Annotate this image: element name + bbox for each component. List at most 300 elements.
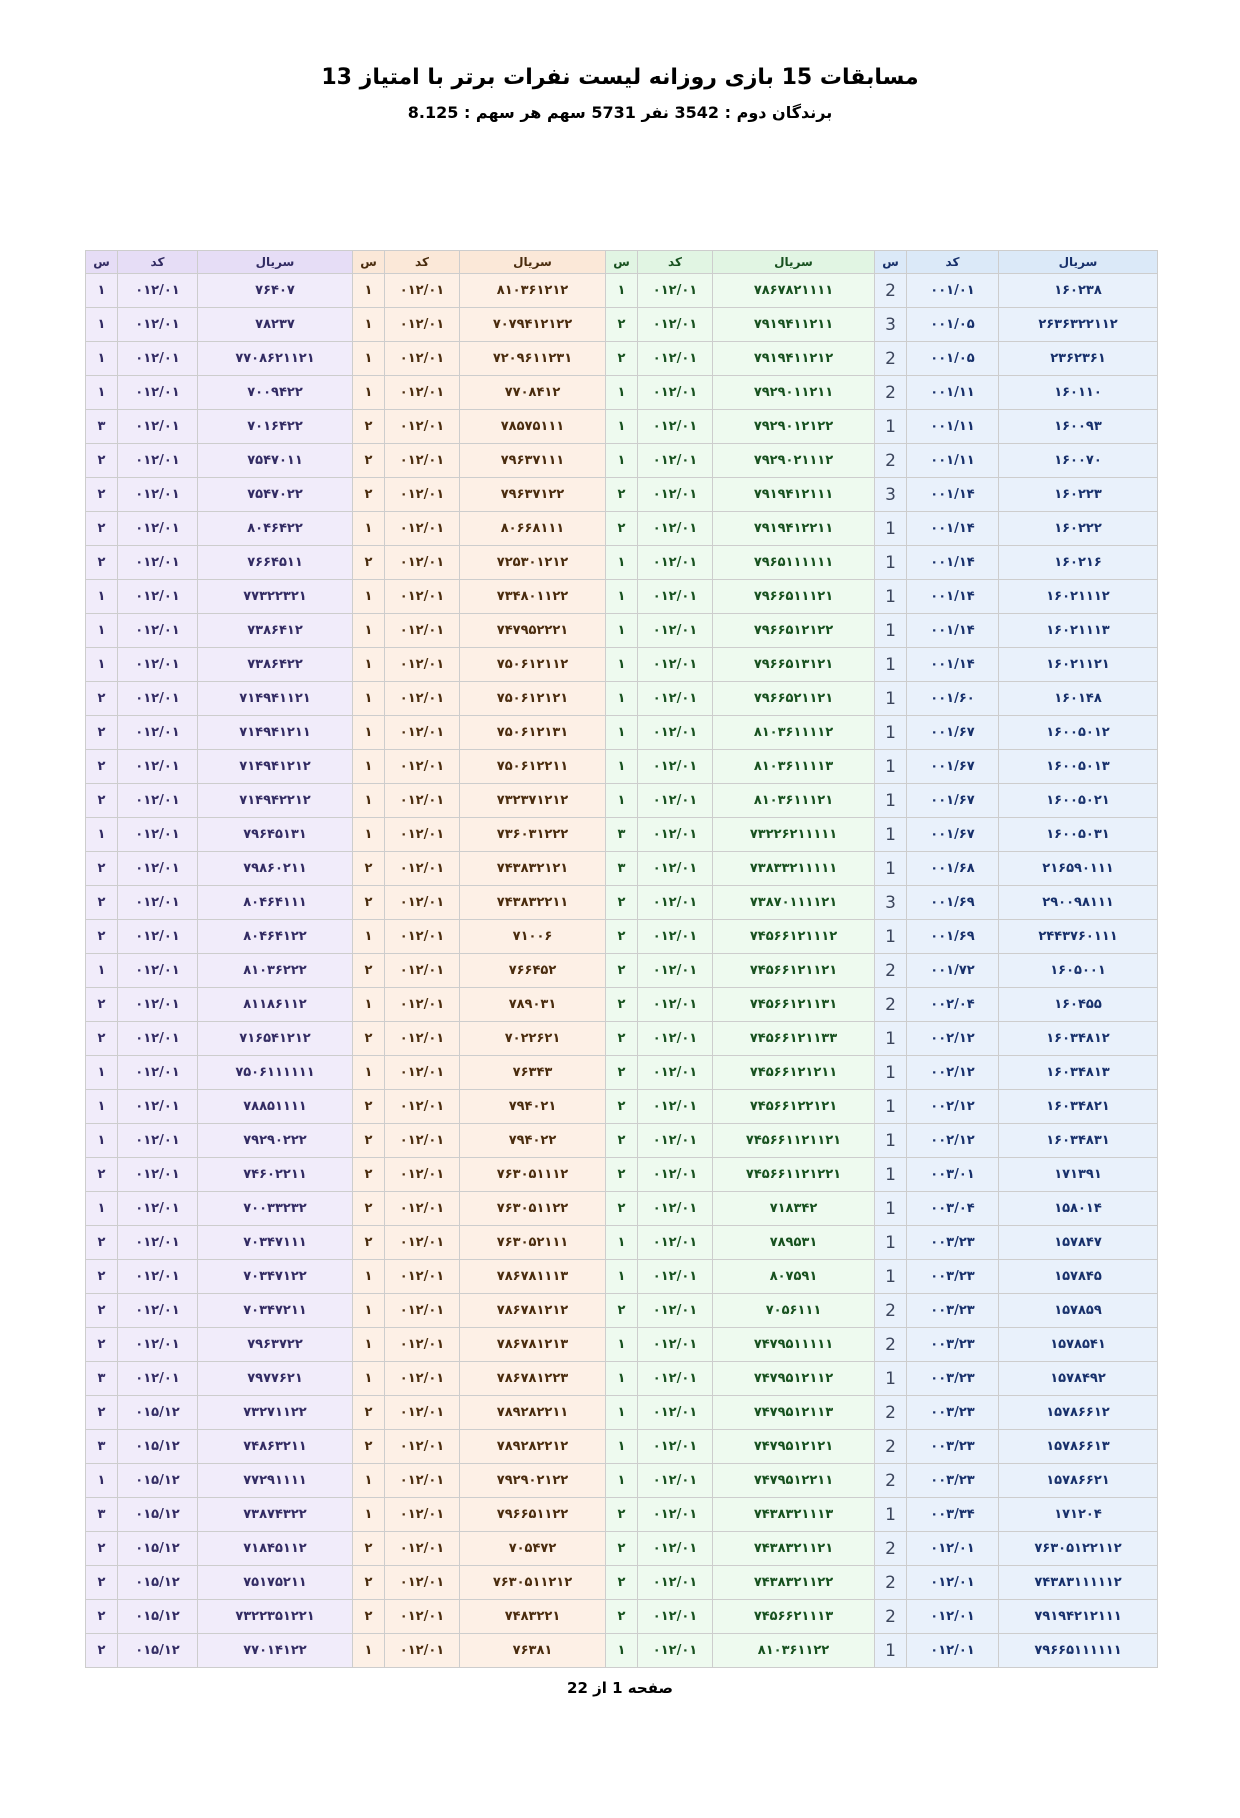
group-3-green-cell-serial: ۷۴۵۶۶۱۱۲۱۲۲۱ [713, 1158, 875, 1192]
group-1-purple-cell-code: ۰۱۲/۰۱ [118, 852, 198, 886]
group-4-blue-cell-code: ۰۰۱/۱۱ [907, 410, 999, 444]
group-3-green-cell-s: ۱ [606, 1362, 638, 1396]
group-4-blue-cell-serial: ۱۶۰۲۱۱۲۱ [999, 648, 1158, 682]
group-3-green-cell-serial: ۷۹۶۵۱۱۱۱۱۱ [713, 546, 875, 580]
group-4-blue-cell-s: 2 [875, 954, 907, 988]
group-2-orange-cell-code: ۰۱۲/۰۱ [385, 716, 460, 750]
group-1-purple-cell-s: ۱ [86, 1192, 118, 1226]
table-row [86, 546, 1158, 580]
group-3-green-cell-s: ۲ [606, 342, 638, 376]
group-1-purple-cell-code: ۰۱۲/۰۱ [118, 342, 198, 376]
group-4-blue-cell-serial: ۱۶۰۱۱۰ [999, 376, 1158, 410]
group-2-orange-cell-code: ۰۱۲/۰۱ [385, 1396, 460, 1430]
group-1-purple-cell-code: ۰۱۲/۰۱ [118, 1158, 198, 1192]
table-row [86, 1260, 1158, 1294]
group-4-blue-cell-serial: ۱۵۷۸۴۹۲ [999, 1362, 1158, 1396]
group-3-green-cell-serial: ۷۴۵۶۶۱۲۱۱۳۳ [713, 1022, 875, 1056]
table-row [86, 342, 1158, 376]
group-3-green-cell-s: ۲ [606, 988, 638, 1022]
group-4-blue-cell-code: ۰۰۱/۶۷ [907, 716, 999, 750]
group-4-blue-cell-code: ۰۰۱/۱۴ [907, 478, 999, 512]
group-1-purple-cell-s: ۱ [86, 954, 118, 988]
group-2-orange-cell-serial: ۷۳۲۳۷۱۲۱۲ [460, 784, 606, 818]
group-1-purple-cell-serial: ۷۸۸۵۱۱۱۱ [198, 1090, 353, 1124]
group-1-purple-cell-s: ۲ [86, 784, 118, 818]
group-3-green-cell-s: ۲ [606, 512, 638, 546]
group-1-purple-cell-code: ۰۱۵/۱۲ [118, 1430, 198, 1464]
group-3-green-cell-s: ۲ [606, 308, 638, 342]
group-4-blue-cell-code: ۰۰۱/۰۱ [907, 274, 999, 308]
group-1-purple-cell-serial: ۷۰۳۴۷۲۱۱ [198, 1294, 353, 1328]
table-row [86, 818, 1158, 852]
group-3-green-cell-code: ۰۱۲/۰۱ [638, 818, 713, 852]
group-1-purple-cell-s: ۲ [86, 444, 118, 478]
group-3-green-cell-code: ۰۱۲/۰۱ [638, 580, 713, 614]
group-2-orange-cell-serial: ۷۶۳۰۵۱۱۲۱۲ [460, 1566, 606, 1600]
group-2-orange-cell-code: ۰۱۲/۰۱ [385, 920, 460, 954]
group-2-orange-cell-serial: ۷۶۳۸۱ [460, 1634, 606, 1668]
group-1-purple-cell-s: ۲ [86, 1022, 118, 1056]
group-1-purple-cell-s: ۲ [86, 1566, 118, 1600]
group-4-blue-cell-code: ۰۰۱/۱۱ [907, 444, 999, 478]
group-3-green-cell-code: ۰۱۲/۰۱ [638, 546, 713, 580]
group-3-green-cell-serial: ۷۸۹۵۳۱ [713, 1226, 875, 1260]
group-1-purple-cell-serial: ۷۹۶۳۷۲۲ [198, 1328, 353, 1362]
group-3-green-cell-code: ۰۱۲/۰۱ [638, 614, 713, 648]
group-1-purple-cell-s: ۲ [86, 512, 118, 546]
group-1-purple-cell-serial: ۷۱۴۹۴۲۲۱۲ [198, 784, 353, 818]
group-3-green-cell-code: ۰۱۲/۰۱ [638, 1396, 713, 1430]
group-3-green-cell-serial: ۷۳۲۲۶۲۱۱۱۱۱ [713, 818, 875, 852]
group-4-blue-cell-s: 1 [875, 716, 907, 750]
table-row [86, 1124, 1158, 1158]
group-3-green-cell-s: ۲ [606, 1022, 638, 1056]
group-1-purple-cell-s: ۱ [86, 274, 118, 308]
group-3-green-cell-serial: ۷۰۵۶۱۱۱ [713, 1294, 875, 1328]
group-1-purple-cell-serial: ۷۷۰۸۶۲۱۱۲۱ [198, 342, 353, 376]
group-2-orange-cell-s: ۲ [353, 1124, 385, 1158]
group-4-blue-cell-s: 1 [875, 614, 907, 648]
group-1-purple-cell-code: ۰۱۲/۰۱ [118, 478, 198, 512]
group-2-orange-cell-serial: ۷۵۰۶۱۲۱۱۲ [460, 648, 606, 682]
group-4-blue-cell-s: 1 [875, 648, 907, 682]
group-1-purple-cell-serial: ۷۰۳۴۷۱۱۱ [198, 1226, 353, 1260]
group-3-green-cell-code: ۰۱۲/۰۱ [638, 1022, 713, 1056]
group-3-green-cell-s: ۲ [606, 1566, 638, 1600]
group-1-purple-cell-code: ۰۱۲/۰۱ [118, 376, 198, 410]
group-3-green-cell-serial: ۷۱۸۳۴۲ [713, 1192, 875, 1226]
group-4-blue-cell-s: 2 [875, 1328, 907, 1362]
group-3-green-cell-s: ۱ [606, 1430, 638, 1464]
group-1-purple-cell-s: ۲ [86, 546, 118, 580]
group-3-green-col-header-s: س [606, 251, 638, 274]
group-3-green-cell-s: ۱ [606, 648, 638, 682]
group-2-orange-cell-serial: ۷۶۳۰۵۱۱۲۲ [460, 1192, 606, 1226]
group-2-orange-cell-s: ۲ [353, 1600, 385, 1634]
group-3-green-cell-s: ۱ [606, 682, 638, 716]
group-2-orange-cell-code: ۰۱۲/۰۱ [385, 444, 460, 478]
group-1-purple-cell-serial: ۷۹۸۶۰۲۱۱ [198, 852, 353, 886]
group-3-green-cell-s: ۲ [606, 1192, 638, 1226]
group-3-green-cell-code: ۰۱۲/۰۱ [638, 376, 713, 410]
group-4-blue-col-header-s: س [875, 251, 907, 274]
group-4-blue-cell-s: 1 [875, 1022, 907, 1056]
group-1-purple-cell-s: ۱ [86, 308, 118, 342]
group-4-blue-cell-code: ۰۰۱/۱۴ [907, 614, 999, 648]
table-row [86, 274, 1158, 308]
group-1-purple-cell-code: ۰۱۲/۰۱ [118, 1226, 198, 1260]
group-3-green-cell-code: ۰۱۲/۰۱ [638, 750, 713, 784]
group-1-purple-cell-s: ۲ [86, 1634, 118, 1668]
group-1-purple-cell-s: ۱ [86, 1124, 118, 1158]
group-3-green-cell-serial: ۷۳۸۷۰۱۱۱۱۲۱ [713, 886, 875, 920]
group-1-purple-cell-code: ۰۱۲/۰۱ [118, 1090, 198, 1124]
group-4-blue-cell-s: 2 [875, 444, 907, 478]
group-2-orange-cell-serial: ۷۹۶۳۷۱۲۲ [460, 478, 606, 512]
group-4-blue-cell-code: ۰۰۲/۱۲ [907, 1056, 999, 1090]
group-4-blue-cell-serial: ۱۶۰۲۲۳ [999, 478, 1158, 512]
group-2-orange-cell-serial: ۷۹۲۹۰۲۱۲۲ [460, 1464, 606, 1498]
table-row [86, 1090, 1158, 1124]
group-3-green-cell-s: ۱ [606, 750, 638, 784]
group-4-blue-cell-s: 1 [875, 1090, 907, 1124]
group-2-orange-cell-s: ۱ [353, 1260, 385, 1294]
group-4-blue-cell-serial: ۲۱۶۵۹۰۱۱۱ [999, 852, 1158, 886]
group-2-orange-cell-code: ۰۱۲/۰۱ [385, 1158, 460, 1192]
group-3-green-cell-code: ۰۱۲/۰۱ [638, 1158, 713, 1192]
group-4-blue-cell-serial: ۲۶۳۶۳۲۲۱۱۲ [999, 308, 1158, 342]
group-2-orange-cell-s: ۲ [353, 546, 385, 580]
table-row [86, 1022, 1158, 1056]
group-2-orange-cell-s: ۲ [353, 1226, 385, 1260]
table-row [86, 1566, 1158, 1600]
group-3-green-cell-s: ۲ [606, 1294, 638, 1328]
group-4-blue-cell-serial: ۱۵۷۸۵۹ [999, 1294, 1158, 1328]
group-1-purple-cell-s: ۲ [86, 1532, 118, 1566]
group-4-blue-cell-serial: ۱۶۰۲۱۶ [999, 546, 1158, 580]
group-3-green-cell-code: ۰۱۲/۰۱ [638, 1362, 713, 1396]
group-4-blue-cell-serial: ۲۳۶۲۳۶۱ [999, 342, 1158, 376]
group-4-blue-cell-serial: ۱۵۷۸۵۴۱ [999, 1328, 1158, 1362]
group-4-blue-cell-code: ۰۰۳/۳۴ [907, 1498, 999, 1532]
group-3-green-cell-s: ۱ [606, 716, 638, 750]
group-2-orange-cell-serial: ۷۴۷۹۵۲۲۲۱ [460, 614, 606, 648]
group-4-blue-cell-s: 1 [875, 1124, 907, 1158]
group-3-green-cell-code: ۰۱۲/۰۱ [638, 1124, 713, 1158]
group-1-purple-cell-s: ۳ [86, 1362, 118, 1396]
group-3-green-cell-serial: ۸۱۰۳۶۱۱۱۱۳ [713, 750, 875, 784]
group-1-purple-cell-code: ۰۱۲/۰۱ [118, 1328, 198, 1362]
table-row [86, 1294, 1158, 1328]
group-3-green-cell-code: ۰۱۲/۰۱ [638, 1430, 713, 1464]
group-3-green-cell-code: ۰۱۲/۰۱ [638, 1634, 713, 1668]
group-3-green-cell-code: ۰۱۲/۰۱ [638, 1192, 713, 1226]
group-2-orange-cell-serial: ۷۰۵۴۷۲ [460, 1532, 606, 1566]
group-3-green-cell-serial: ۸۱۰۳۶۱۱۱۱۲ [713, 716, 875, 750]
group-1-purple-cell-code: ۰۱۲/۰۱ [118, 512, 198, 546]
group-3-green-cell-serial: ۷۹۱۹۴۱۲۲۱۱ [713, 512, 875, 546]
table-row [86, 1600, 1158, 1634]
group-1-purple-cell-code: ۰۱۵/۱۲ [118, 1498, 198, 1532]
table-row [86, 988, 1158, 1022]
group-3-green-cell-s: ۱ [606, 1634, 638, 1668]
group-2-orange-cell-s: ۲ [353, 1566, 385, 1600]
group-3-green-cell-serial: ۷۹۲۹۰۱۱۲۱۱ [713, 376, 875, 410]
table-row [86, 1532, 1158, 1566]
group-2-orange-cell-code: ۰۱۲/۰۱ [385, 1090, 460, 1124]
group-4-blue-cell-code: ۰۰۳/۰۱ [907, 1158, 999, 1192]
group-2-orange-cell-code: ۰۱۲/۰۱ [385, 682, 460, 716]
group-2-orange-cell-serial: ۷۷۰۸۴۱۲ [460, 376, 606, 410]
group-4-blue-cell-serial: ۱۶۰۰۵۰۳۱ [999, 818, 1158, 852]
group-2-orange-cell-serial: ۷۸۶۷۸۱۱۱۳ [460, 1260, 606, 1294]
group-4-blue-cell-serial: ۷۴۳۸۳۱۱۱۱۱۲ [999, 1566, 1158, 1600]
group-4-blue-col-header-serial: سریال [999, 251, 1158, 274]
table-row [86, 682, 1158, 716]
group-1-purple-cell-serial: ۷۰۰۹۴۲۲ [198, 376, 353, 410]
group-4-blue-cell-code: ۰۰۱/۶۰ [907, 682, 999, 716]
group-1-purple-cell-code: ۰۱۲/۰۱ [118, 444, 198, 478]
group-3-green-cell-code: ۰۱۲/۰۱ [638, 1328, 713, 1362]
group-4-blue-col-header-code: کد [907, 251, 999, 274]
group-4-blue-cell-s: 2 [875, 988, 907, 1022]
group-1-purple-cell-serial: ۷۴۸۶۳۲۱۱ [198, 1430, 353, 1464]
group-3-green-cell-s: ۲ [606, 886, 638, 920]
group-1-purple-cell-s: ۲ [86, 886, 118, 920]
group-3-green-cell-s: ۲ [606, 954, 638, 988]
group-3-green-cell-code: ۰۱۲/۰۱ [638, 886, 713, 920]
group-3-green-cell-s: ۳ [606, 818, 638, 852]
table-row [86, 1634, 1158, 1668]
group-3-green-cell-serial: ۷۴۵۶۶۱۲۱۱۲۱ [713, 954, 875, 988]
group-4-blue-cell-serial: ۱۶۰۴۵۵ [999, 988, 1158, 1022]
group-2-orange-cell-code: ۰۱۲/۰۱ [385, 750, 460, 784]
table-row [86, 1430, 1158, 1464]
group-2-orange-col-header-s: س [353, 251, 385, 274]
group-2-orange-cell-code: ۰۱۲/۰۱ [385, 1430, 460, 1464]
group-4-blue-cell-code: ۰۱۲/۰۱ [907, 1532, 999, 1566]
group-1-purple-cell-s: ۲ [86, 1226, 118, 1260]
group-4-blue-cell-s: 3 [875, 478, 907, 512]
group-1-purple-cell-code: ۰۱۲/۰۱ [118, 1294, 198, 1328]
group-2-orange-cell-code: ۰۱۲/۰۱ [385, 1464, 460, 1498]
group-1-purple-cell-serial: ۷۰۳۴۷۱۲۲ [198, 1260, 353, 1294]
group-4-blue-cell-serial: ۱۶۰۱۴۸ [999, 682, 1158, 716]
group-4-blue-cell-serial: ۱۵۷۸۶۶۱۲ [999, 1396, 1158, 1430]
group-4-blue-cell-s: 2 [875, 376, 907, 410]
group-1-purple-cell-s: ۲ [86, 852, 118, 886]
group-1-purple-cell-code: ۰۱۲/۰۱ [118, 274, 198, 308]
group-3-green-cell-serial: ۷۴۷۹۵۱۲۱۱۲ [713, 1362, 875, 1396]
group-4-blue-cell-code: ۰۰۱/۱۴ [907, 648, 999, 682]
table-row [86, 716, 1158, 750]
group-2-orange-cell-s: ۱ [353, 1634, 385, 1668]
group-2-orange-cell-serial: ۷۸۶۷۸۱۲۱۳ [460, 1328, 606, 1362]
table-row [86, 410, 1158, 444]
group-2-orange-cell-s: ۲ [353, 444, 385, 478]
table-row [86, 750, 1158, 784]
group-4-blue-cell-serial: ۱۵۸۰۱۴ [999, 1192, 1158, 1226]
group-4-blue-cell-code: ۰۰۱/۶۹ [907, 886, 999, 920]
table-row [86, 1056, 1158, 1090]
group-2-orange-cell-s: ۲ [353, 1532, 385, 1566]
winners-table [85, 250, 1158, 1668]
group-1-purple-cell-s: ۲ [86, 478, 118, 512]
group-2-orange-cell-code: ۰۱۲/۰۱ [385, 1124, 460, 1158]
group-1-purple-col-header-s: س [86, 251, 118, 274]
group-3-green-cell-code: ۰۱۲/۰۱ [638, 920, 713, 954]
group-1-purple-cell-serial: ۷۶۶۴۵۱۱ [198, 546, 353, 580]
group-3-green-cell-serial: ۷۴۷۹۵۱۲۲۱۱ [713, 1464, 875, 1498]
group-3-green-cell-code: ۰۱۲/۰۱ [638, 444, 713, 478]
table-row [86, 784, 1158, 818]
group-2-orange-cell-serial: ۷۸۶۷۸۱۲۱۲ [460, 1294, 606, 1328]
group-1-purple-cell-code: ۰۱۲/۰۱ [118, 682, 198, 716]
group-1-purple-cell-code: ۰۱۵/۱۲ [118, 1634, 198, 1668]
group-2-orange-cell-serial: ۷۴۳۸۳۲۲۱۱ [460, 886, 606, 920]
group-3-green-cell-serial: ۷۴۷۹۵۱۲۱۲۱ [713, 1430, 875, 1464]
group-4-blue-cell-serial: ۱۶۰۰۹۳ [999, 410, 1158, 444]
group-2-orange-cell-s: ۱ [353, 988, 385, 1022]
group-4-blue-cell-serial: ۱۶۰۳۴۸۳۱ [999, 1124, 1158, 1158]
group-2-orange-cell-serial: ۷۰۲۲۶۲۱ [460, 1022, 606, 1056]
group-2-orange-cell-code: ۰۱۲/۰۱ [385, 818, 460, 852]
group-2-orange-cell-s: ۱ [353, 614, 385, 648]
group-2-orange-cell-serial: ۷۲۰۹۶۱۱۲۳۱ [460, 342, 606, 376]
group-3-green-cell-code: ۰۱۲/۰۱ [638, 1600, 713, 1634]
group-3-green-cell-s: ۲ [606, 1600, 638, 1634]
group-4-blue-cell-serial: ۱۶۰۵۰۰۱ [999, 954, 1158, 988]
group-2-orange-cell-code: ۰۱۲/۰۱ [385, 1226, 460, 1260]
group-4-blue-cell-code: ۰۰۱/۱۴ [907, 512, 999, 546]
group-1-purple-cell-serial: ۸۱۰۳۶۲۲۲ [198, 954, 353, 988]
group-4-blue-cell-s: 1 [875, 818, 907, 852]
group-3-green-cell-s: ۱ [606, 376, 638, 410]
group-2-orange-cell-serial: ۷۸۹۲۸۲۲۱۱ [460, 1396, 606, 1430]
group-4-blue-cell-code: ۰۱۲/۰۱ [907, 1634, 999, 1668]
group-4-blue-cell-code: ۰۰۱/۶۹ [907, 920, 999, 954]
group-1-purple-cell-s: ۱ [86, 1464, 118, 1498]
group-2-orange-cell-serial: ۷۹۶۶۵۱۱۲۲ [460, 1498, 606, 1532]
table-row [86, 1464, 1158, 1498]
winners-table-wrap [85, 250, 1158, 1668]
group-3-green-cell-s: ۱ [606, 410, 638, 444]
group-2-orange-cell-code: ۰۱۲/۰۱ [385, 784, 460, 818]
table-row [86, 512, 1158, 546]
group-4-blue-cell-s: 1 [875, 1226, 907, 1260]
group-2-orange-cell-serial: ۷۴۳۸۳۲۱۲۱ [460, 852, 606, 886]
group-4-blue-cell-s: 3 [875, 308, 907, 342]
group-4-blue-cell-serial: ۱۶۰۰۵۰۱۲ [999, 716, 1158, 750]
group-3-green-cell-s: ۲ [606, 1056, 638, 1090]
group-2-orange-cell-s: ۱ [353, 750, 385, 784]
table-row [86, 1498, 1158, 1532]
group-3-green-cell-serial: ۷۹۲۹۰۱۲۱۲۲ [713, 410, 875, 444]
group-3-green-cell-serial: ۷۴۵۶۶۱۲۲۱۲۱ [713, 1090, 875, 1124]
group-2-orange-cell-s: ۱ [353, 1328, 385, 1362]
group-3-green-cell-code: ۰۱۲/۰۱ [638, 648, 713, 682]
group-1-purple-cell-code: ۰۱۵/۱۲ [118, 1566, 198, 1600]
group-1-purple-cell-code: ۰۱۲/۰۱ [118, 648, 198, 682]
group-1-purple-cell-s: ۲ [86, 1158, 118, 1192]
group-1-purple-cell-s: ۳ [86, 410, 118, 444]
group-2-orange-cell-serial: ۸۱۰۳۶۱۲۱۲ [460, 274, 606, 308]
group-2-orange-cell-code: ۰۱۲/۰۱ [385, 1328, 460, 1362]
group-1-purple-cell-s: ۱ [86, 580, 118, 614]
group-1-purple-cell-code: ۰۱۲/۰۱ [118, 818, 198, 852]
group-4-blue-cell-s: 2 [875, 1430, 907, 1464]
group-3-green-cell-code: ۰۱۲/۰۱ [638, 410, 713, 444]
group-3-green-cell-s: ۱ [606, 546, 638, 580]
group-4-blue-cell-code: ۰۰۳/۲۳ [907, 1464, 999, 1498]
page-number: صفحه 1 از 22 [567, 1679, 673, 1697]
group-3-green-cell-code: ۰۱۲/۰۱ [638, 784, 713, 818]
group-1-purple-cell-s: ۲ [86, 1600, 118, 1634]
group-2-orange-cell-code: ۰۱۲/۰۱ [385, 1362, 460, 1396]
group-4-blue-cell-s: 2 [875, 274, 907, 308]
group-1-purple-cell-serial: ۷۴۶۰۲۲۱۱ [198, 1158, 353, 1192]
group-2-orange-cell-serial: ۷۸۵۷۵۱۱۱ [460, 410, 606, 444]
group-3-green-cell-code: ۰۱۲/۰۱ [638, 682, 713, 716]
group-2-orange-cell-code: ۰۱۲/۰۱ [385, 1600, 460, 1634]
group-3-green-cell-serial: ۷۹۶۶۵۱۳۱۲۱ [713, 648, 875, 682]
group-3-green-cell-s: ۲ [606, 1498, 638, 1532]
group-3-green-cell-s: ۲ [606, 1158, 638, 1192]
group-2-orange-cell-serial: ۷۱۰۰۶ [460, 920, 606, 954]
table-row [86, 444, 1158, 478]
table-row [86, 920, 1158, 954]
group-2-orange-cell-s: ۱ [353, 682, 385, 716]
group-2-orange-cell-s: ۱ [353, 716, 385, 750]
group-1-purple-cell-serial: ۷۵۰۶۱۱۱۱۱۱ [198, 1056, 353, 1090]
group-4-blue-cell-serial: ۱۵۷۸۴۷ [999, 1226, 1158, 1260]
group-3-green-cell-serial: ۷۴۵۶۶۱۱۲۱۱۲۱ [713, 1124, 875, 1158]
table-row [86, 1362, 1158, 1396]
group-1-purple-cell-code: ۰۱۲/۰۱ [118, 580, 198, 614]
group-2-orange-cell-s: ۱ [353, 376, 385, 410]
group-4-blue-cell-s: 1 [875, 784, 907, 818]
group-4-blue-cell-s: 1 [875, 512, 907, 546]
group-4-blue-cell-code: ۰۰۲/۱۲ [907, 1090, 999, 1124]
group-1-purple-cell-code: ۰۱۲/۰۱ [118, 1056, 198, 1090]
group-3-green-cell-serial: ۷۹۱۹۴۱۱۲۱۱ [713, 308, 875, 342]
group-3-green-cell-s: ۲ [606, 1124, 638, 1158]
group-4-blue-cell-s: 2 [875, 1600, 907, 1634]
group-1-purple-cell-code: ۰۱۲/۰۱ [118, 614, 198, 648]
group-3-green-cell-serial: ۷۹۶۶۵۱۱۱۲۱ [713, 580, 875, 614]
group-4-blue-cell-code: ۰۰۱/۷۲ [907, 954, 999, 988]
group-4-blue-cell-serial: ۱۷۱۲۰۴ [999, 1498, 1158, 1532]
group-4-blue-cell-code: ۰۰۱/۱۴ [907, 580, 999, 614]
group-2-orange-cell-serial: ۷۵۰۶۱۲۱۲۱ [460, 682, 606, 716]
group-4-blue-cell-serial: ۱۶۰۲۳۸ [999, 274, 1158, 308]
group-2-orange-cell-s: ۱ [353, 1294, 385, 1328]
group-2-orange-cell-serial: ۷۶۶۴۵۲ [460, 954, 606, 988]
group-1-purple-cell-code: ۰۱۲/۰۱ [118, 546, 198, 580]
group-4-blue-cell-s: 2 [875, 1532, 907, 1566]
group-2-orange-cell-code: ۰۱۲/۰۱ [385, 274, 460, 308]
group-3-green-cell-code: ۰۱۲/۰۱ [638, 274, 713, 308]
group-1-purple-cell-serial: ۷۷۰۱۴۱۲۲ [198, 1634, 353, 1668]
group-3-green-cell-code: ۰۱۲/۰۱ [638, 1056, 713, 1090]
group-1-purple-cell-s: ۱ [86, 614, 118, 648]
group-2-orange-cell-serial: ۷۹۶۳۷۱۱۱ [460, 444, 606, 478]
group-2-orange-cell-serial: ۸۰۶۶۸۱۱۱ [460, 512, 606, 546]
group-1-purple-cell-code: ۰۱۲/۰۱ [118, 1260, 198, 1294]
table-row [86, 852, 1158, 886]
group-2-orange-cell-code: ۰۱۲/۰۱ [385, 1192, 460, 1226]
group-3-green-cell-s: ۳ [606, 852, 638, 886]
